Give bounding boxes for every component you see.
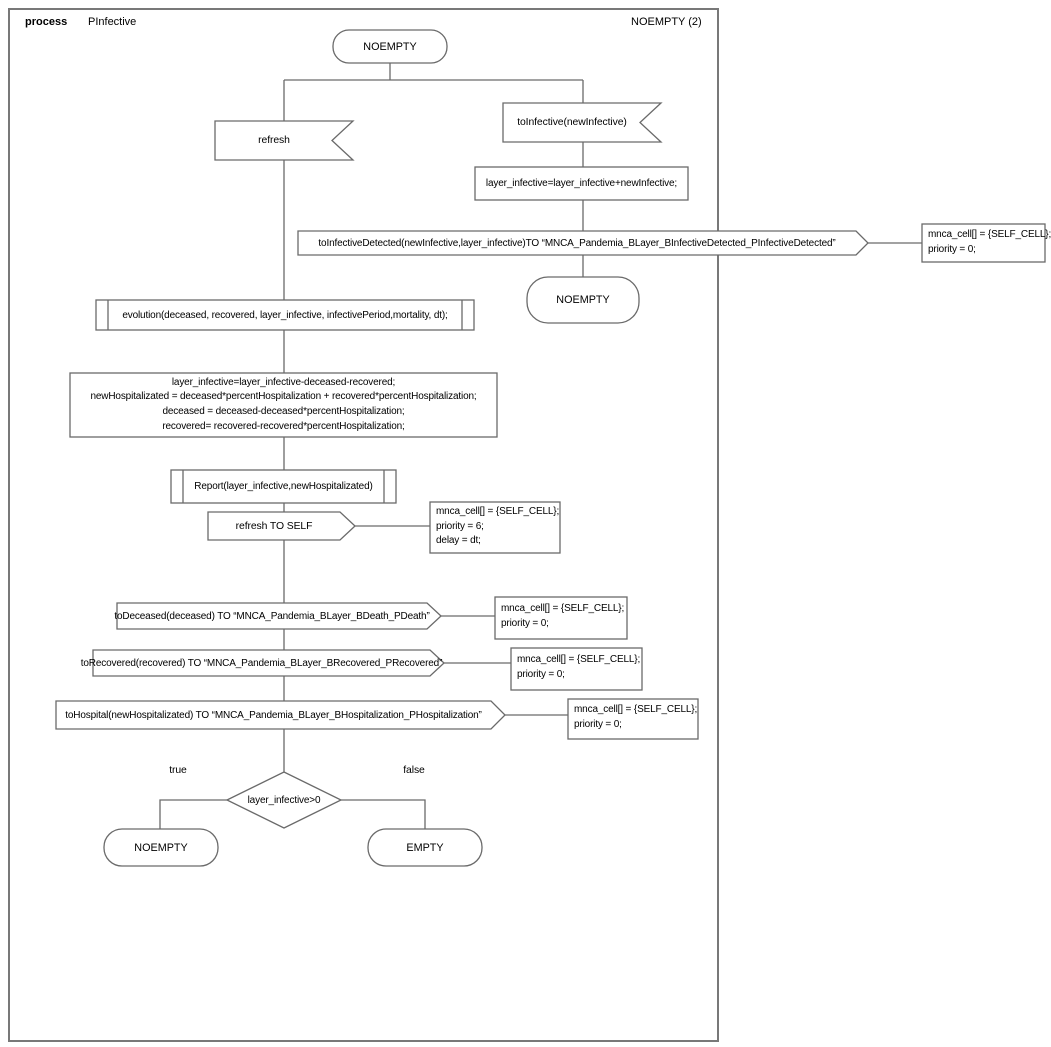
start-state-label: NOEMPTY: [363, 40, 417, 53]
note-refresh-self-text: mnca_cell[] = {SELF_CELL}; priority = 6; delay = dt;: [436, 506, 560, 547]
note-todeceased-text: mnca_cell[] = {SELF_CELL}; priority = 0;: [501, 603, 625, 629]
end-state-empty-label: EMPTY: [406, 841, 444, 854]
task-update-text: layer_infective=layer_infective-deceased-recovered; newHospitalizated = deceased*percentHospitalization + recovered*percentHospitalization; deceased = deceased-deceased*percentHospitalization; recovered= recovered-recovered*percentHospitalization;: [90, 376, 477, 432]
process-name-label: PInfective: [88, 16, 137, 28]
call-evolution-label: evolution(deceased, recovered, layer_infective, infectivePeriod,mortality, dt);: [122, 309, 448, 321]
page-reference-label: NOEMPTY (2): [631, 16, 702, 28]
task-add-infective-label: layer_infective=layer_infective+newInfective;: [485, 178, 678, 189]
next-state-noempty-label: NOEMPTY: [556, 294, 610, 306]
output-toinfectivedetected-label: toInfectiveDetected(newInfective,layer_infective)TO “MNCA_Pandemia_BLayer_BInfectiveDetected_PInfectiveDetected”: [318, 237, 836, 249]
input-toinfective-label: toInfective(newInfective): [517, 117, 627, 128]
connector-line-false-branch: [341, 800, 425, 829]
call-report-label: Report(layer_infective,newHospitalizated): [194, 481, 373, 492]
output-tohospital-label: toHospital(newHospitalizated) TO “MNCA_Pandemia_BLayer_BHospitalization_PHospitalization”: [65, 709, 482, 721]
decision-false-label: false: [403, 764, 425, 776]
note-torecovered-text: mnca_cell[] = {SELF_CELL}; priority = 0;: [517, 654, 641, 680]
process-keyword-label: process: [25, 16, 68, 28]
connector-line-true-branch: [160, 800, 227, 829]
decision-true-label: true: [169, 764, 187, 776]
process-frame: [9, 9, 718, 1041]
decision-label: layer_infective>0: [247, 794, 321, 806]
output-refresh-self-label: refresh TO SELF: [235, 520, 313, 532]
input-refresh-label: refresh: [258, 135, 290, 146]
note-toinfectivedetected-text: mnca_cell[] = {SELF_CELL}; priority = 0;: [928, 229, 1051, 255]
output-todeceased-label: toDeceased(deceased) TO “MNCA_Pandemia_BLayer_BDeath_PDeath”: [114, 610, 430, 622]
end-state-noempty-label: NOEMPTY: [134, 841, 188, 854]
note-tohospital-text: mnca_cell[] = {SELF_CELL}; priority = 0;: [574, 704, 698, 730]
output-torecovered-label: toRecovered(recovered) TO “MNCA_Pandemia_BLayer_BRecovered_PRecovered”: [80, 657, 443, 669]
